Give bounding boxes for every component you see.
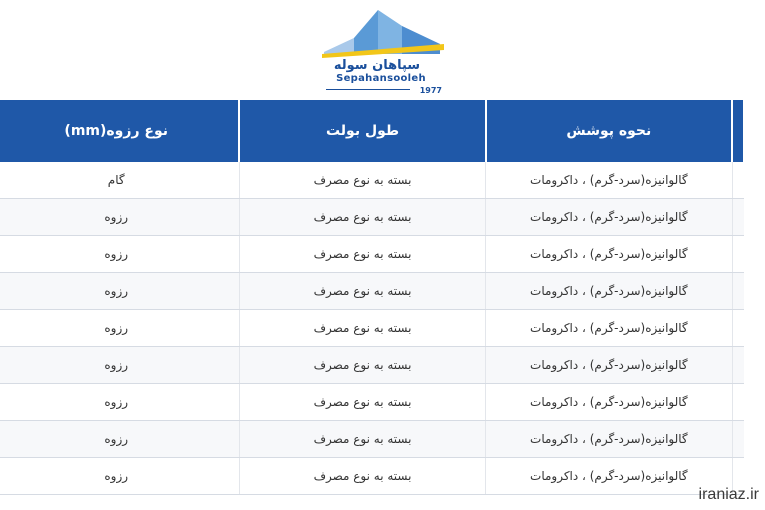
cell-thread-type: رزوه xyxy=(0,199,239,236)
cell-thread-type: رزوه xyxy=(0,347,239,384)
header-coating: نحوه پوشش xyxy=(486,100,732,162)
cell-coating: گالوانیزه(سرد-گرم) ، داکرومات xyxy=(486,310,732,347)
cell-bolt-length: بسته به نوع مصرف xyxy=(239,347,485,384)
table-row xyxy=(0,384,744,421)
table-row xyxy=(0,199,744,236)
cell-thread-type: گام xyxy=(0,162,239,199)
row-edge-cell xyxy=(732,310,744,347)
cell-bolt-length: بسته به نوع مصرف xyxy=(239,199,485,236)
header-edge-cell xyxy=(732,100,744,162)
cell-bolt-length: بسته به نوع مصرف xyxy=(239,236,485,273)
cell-coating: گالوانیزه(سرد-گرم) ، داکرومات xyxy=(486,199,732,236)
cell-bolt-length: بسته به نوع مصرف xyxy=(239,384,485,421)
cell-thread-type: رزوه xyxy=(0,273,239,310)
cell-bolt-length: بسته به نوع مصرف xyxy=(239,273,485,310)
cell-thread-type: رزوه xyxy=(0,236,239,273)
watermark: iraniaz.ir xyxy=(698,486,759,503)
company-logo-icon xyxy=(318,8,448,98)
logo-year: 1977 xyxy=(419,86,442,95)
table-header-row xyxy=(0,100,744,162)
cell-coating: گالوانیزه(سرد-گرم) ، داکرومات xyxy=(486,162,732,199)
logo-name-fa: سپاهان سوله xyxy=(333,58,421,73)
row-edge-cell xyxy=(732,162,744,199)
row-edge-cell xyxy=(732,421,744,458)
table-row xyxy=(0,162,744,199)
cell-thread-type: رزوه xyxy=(0,310,239,347)
table-row xyxy=(0,458,744,495)
row-edge-cell xyxy=(732,236,744,273)
cell-coating: گالوانیزه(سرد-گرم) ، داکرومات xyxy=(486,421,732,458)
cell-coating: گالوانیزه(سرد-گرم) ، داکرومات xyxy=(486,347,732,384)
cell-thread-type: رزوه xyxy=(0,421,239,458)
cell-thread-type: رزوه xyxy=(0,458,239,495)
table-row xyxy=(0,236,744,273)
row-edge-cell xyxy=(732,273,744,310)
cell-coating: گالوانیزه(سرد-گرم) ، داکرومات xyxy=(486,273,732,310)
header-thread-type: نوع رزوه(mm) xyxy=(0,100,239,162)
row-edge-cell xyxy=(732,199,744,236)
table-row xyxy=(0,310,744,347)
cell-coating: گالوانیزه(سرد-گرم) ، داکرومات xyxy=(486,236,732,273)
specification-table xyxy=(0,100,745,495)
logo-name-en: Sepahansooleh xyxy=(336,73,426,84)
row-edge-cell xyxy=(732,384,744,421)
table-row xyxy=(0,273,744,310)
cell-coating: گالوانیزه(سرد-گرم) ، داکرومات xyxy=(486,458,732,495)
cell-thread-type: رزوه xyxy=(0,384,239,421)
row-edge-cell xyxy=(732,347,744,384)
table-row xyxy=(0,347,744,384)
cell-bolt-length: بسته به نوع مصرف xyxy=(239,162,485,199)
cell-coating: گالوانیزه(سرد-گرم) ، داکرومات xyxy=(486,384,732,421)
cell-bolt-length: بسته به نوع مصرف xyxy=(239,421,485,458)
cell-bolt-length: بسته به نوع مصرف xyxy=(239,310,485,347)
table-row xyxy=(0,421,744,458)
header-bolt-length: طول بولت xyxy=(239,100,485,162)
cell-bolt-length: بسته به نوع مصرف xyxy=(239,458,485,495)
